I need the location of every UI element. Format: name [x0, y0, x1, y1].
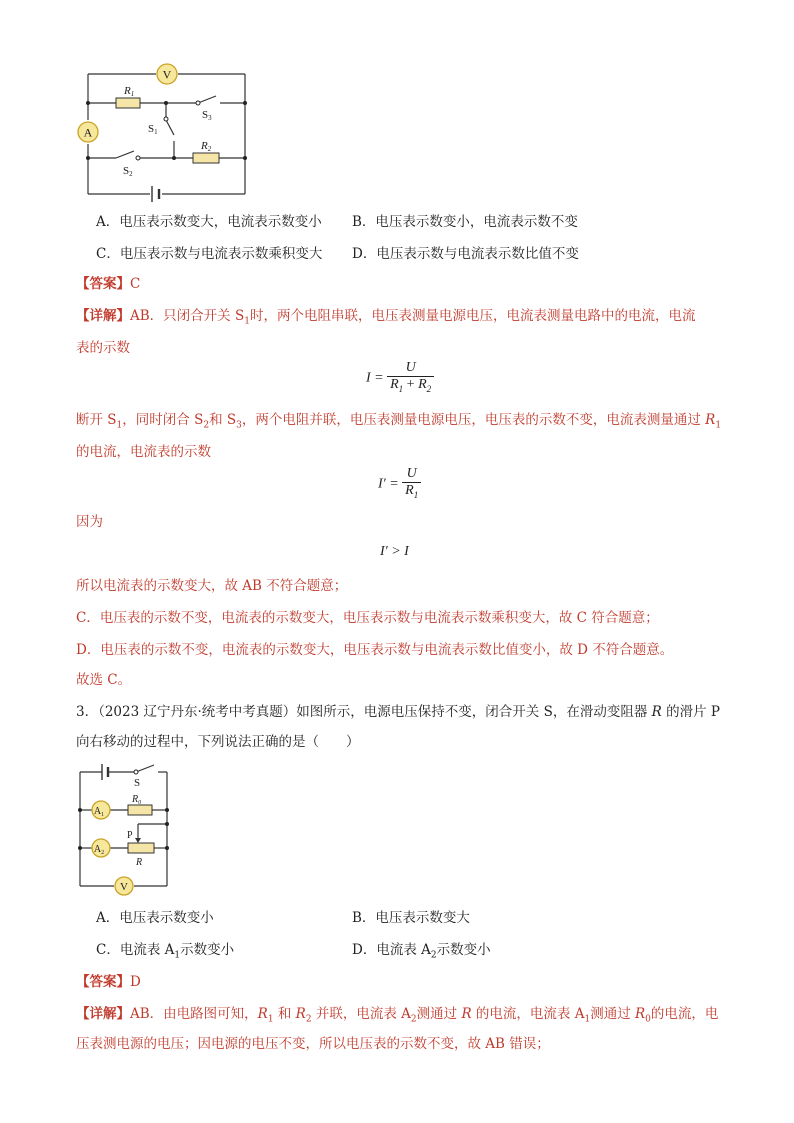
a1-label: $A_1$: [93, 806, 105, 818]
answer-tag: 【答案】: [76, 276, 130, 292]
r0-label: $R_0$: [132, 794, 142, 806]
voltmeter-label: V: [162, 67, 172, 82]
q3-option-b: B．电压表示数变大: [352, 910, 470, 926]
resistor-r0: [128, 805, 152, 815]
answer-tag: 【答案】: [76, 974, 130, 990]
q2-answer: [76, 274, 140, 294]
q2-detail-line-9: 故选 C。: [76, 672, 132, 688]
formula-current-series: I = $\frac{U}{R_1 + R_2}$: [366, 360, 434, 397]
q2-detail-line-4: 的电流，电流表的示数: [76, 444, 211, 460]
q3-detail-line-1: 【详解】AB．由电路图可知，$R_1$ 和 $R_2$ 并联，电流表 $A_2$测通过 R 的电流，电流表 $A_1$测通过 $R_0$的电流，电: [76, 1006, 719, 1025]
q2-detail-line-6: 所以电流表的示数变大，故 AB 不符合题意；: [76, 578, 348, 594]
p-label: P: [127, 830, 133, 841]
answer-value: D: [130, 974, 141, 990]
r2-label: R2: [201, 140, 212, 153]
q3-option-a: A．电压表示数变小: [96, 910, 214, 926]
q3-stem-line-1: 3．（2023 辽宁丹东·统考中考真题）如图所示，电源电压保持不变，闭合开关 S，在滑动变阻器 R 的滑片 P: [76, 704, 720, 720]
q2-option-a: A．电压表示数变大，电流表示数变小: [96, 214, 322, 230]
r1-label: R1: [124, 85, 135, 98]
detail-tag: 【详解】: [76, 1006, 130, 1022]
q2-detail-line-5: 因为: [76, 514, 103, 530]
resistor-r1: [116, 98, 140, 108]
q2-detail-line-1: 【详解】AB．只闭合开关 $S_1$时，两个电阻串联，电压表测量电源电压，电流表测量电路中的电流，电流: [76, 308, 696, 327]
resistor-r2: [193, 153, 219, 163]
q2-detail-line-3: 断开 $S_1$，同时闭合 $S_2$和 $S_3$，两个电阻并联，电压表测量电源电压，电压表的示数不变，电流表测量通过 $R_1$: [76, 412, 722, 431]
answer-value: C: [130, 276, 141, 292]
circuit-diagram-1: [76, 60, 256, 202]
s-label: S: [134, 777, 141, 789]
formula-current-parallel: I′ = $\frac{U}{R_1}$: [378, 466, 421, 503]
r-label: R: [136, 857, 143, 868]
ammeter-label: A: [83, 125, 93, 140]
circuit-diagram-2: [70, 758, 176, 896]
q2-option-b: B．电压表示数变小，电流表示数不变: [352, 214, 578, 230]
rheostat-r: [128, 843, 154, 853]
q3-option-c: C．电流表 $A_1$示数变小: [96, 942, 235, 961]
s1-label: S1: [148, 123, 158, 136]
v-label: V: [120, 881, 128, 893]
detail-tag: 【详解】: [76, 308, 130, 324]
q2-detail-line-2: 表的示数: [76, 340, 130, 356]
q3-option-d: D．电流表 $A_2$示数变小: [352, 942, 491, 961]
formula-compare: I′ > I: [380, 544, 409, 559]
q2-detail-line-7: C．电压表的示数不变，电流表的示数变大，电压表示数与电流表示数乘积变大，故 C 符合题意；: [76, 610, 659, 626]
q3-detail-line-2: 压表测电源的电压；因电源的电压不变，所以电压表的示数不变，故 AB 错误；: [76, 1036, 550, 1052]
q3-answer: [76, 972, 141, 992]
q3-stem-line-2: 向右移动的过程中，下列说法正确的是（ ）: [76, 734, 360, 750]
q2-option-c: C．电压表示数与电流表示数乘积变大: [96, 246, 323, 262]
s2-label: S2: [123, 165, 133, 178]
s3-label: S3: [202, 109, 212, 122]
a2-label: $A_2$: [93, 844, 105, 856]
q2-detail-line-8: D．电压表的示数不变，电流表的示数变大，电压表示数与电流表示数比值变小，故 D 不符合题意。: [76, 642, 674, 658]
q2-option-d: D．电压表示数与电流表示数比值不变: [352, 246, 579, 262]
